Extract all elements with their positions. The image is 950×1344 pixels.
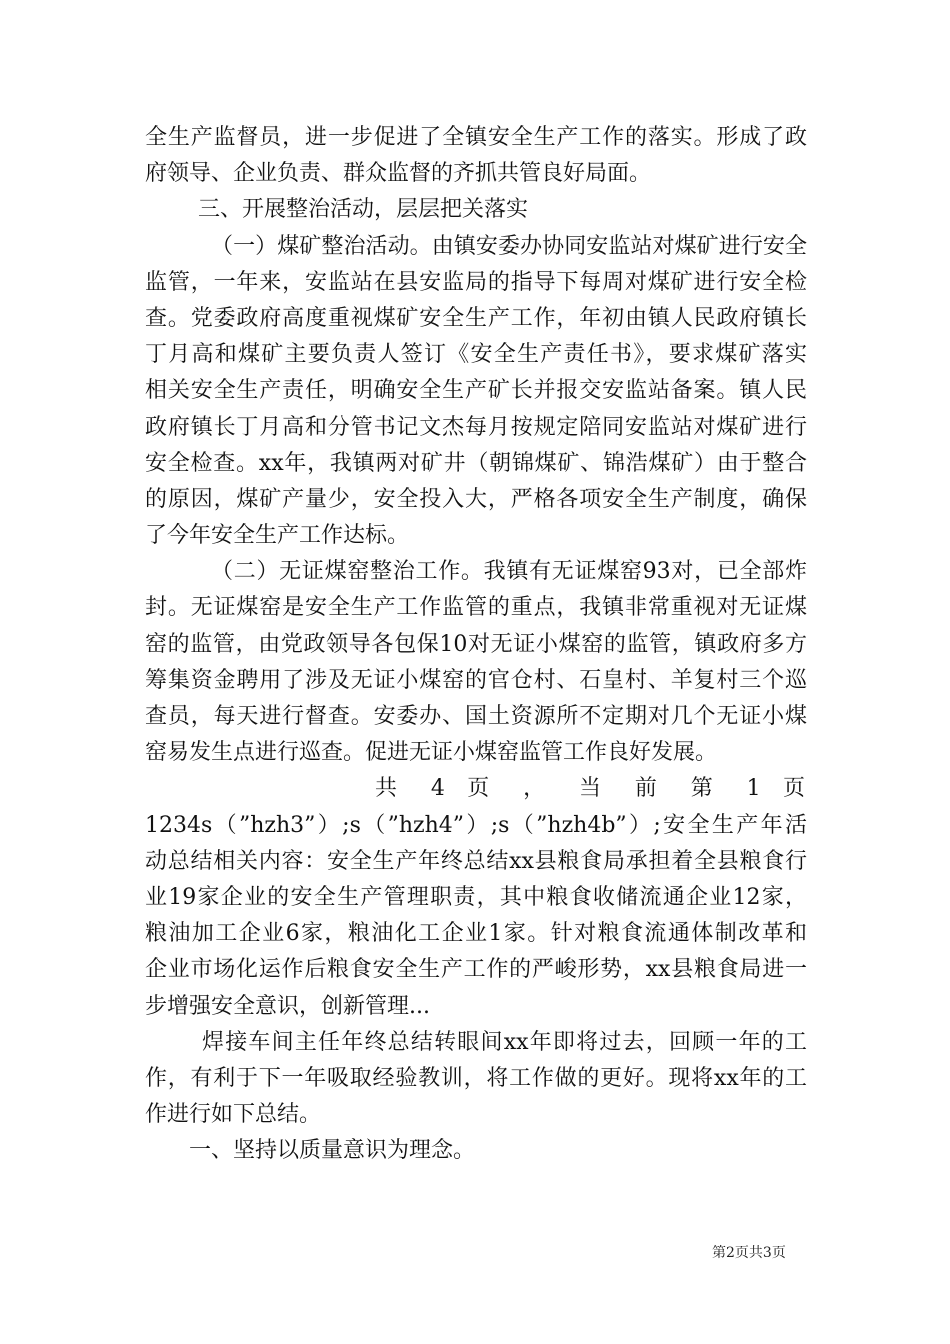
document-body bbox=[145, 120, 807, 1169]
text-line: 粮油加工企业6家，粮油化工企业1家。针对粮食流通体制改革和 bbox=[145, 921, 807, 947]
text-line: 的原因，煤矿产量少，安全投入大，严格各项安全生产制度，确保 bbox=[145, 486, 807, 512]
text-line: 作，有利于下一年吸取经验教训，将工作做的更好。现将xx年的工 bbox=[145, 1065, 807, 1091]
text-line: 查。党委政府高度重视煤矿安全生产工作，年初由镇人民政府镇长 bbox=[145, 305, 807, 331]
subsection-heading: （一）煤矿整治活动。由镇安委办协同安监站对煤矿进行安全 bbox=[211, 233, 807, 259]
text-line: 窑易发生点进行巡查。促进无证小煤窑监管工作良好发展。 bbox=[145, 740, 718, 766]
text-line: 监管，一年来，安监站在县安监局的指导下每周对煤矿进行安全检 bbox=[145, 269, 807, 295]
text-line: 相关安全生产责任，明确安全生产矿长并报交安监站备案。镇人民 bbox=[145, 378, 807, 404]
text-line: 府领导、企业负责、群众监督的齐抓共管良好局面。 bbox=[145, 161, 652, 187]
text-line: 筹集资金聘用了涉及无证小煤窑的官仓村、石皇村、羊复村三个巡 bbox=[145, 667, 807, 693]
text-line: 封。无证煤窑是安全生产工作监管的重点，我镇非常重视对无证煤 bbox=[145, 595, 807, 621]
text-line: 丁月高和煤矿主要负责人签订《安全生产责任书》，要求煤矿落实 bbox=[145, 342, 807, 368]
subsection-heading: （二）无证煤窑整治工作。我镇有无证煤窑93对，已全部炸 bbox=[211, 559, 807, 585]
text-line: 政府镇长丁月高和分管书记文杰每月按规定陪同安监站对煤矿进行 bbox=[145, 414, 807, 440]
text-line: 窑的监管，由党政领导各包保10对无证小煤窑的监管，镇政府多方 bbox=[145, 631, 807, 657]
page-footer: 第2页共3页 bbox=[712, 1245, 786, 1261]
text-line: 全生产监督员，进一步促进了全镇安全生产工作的落实。形成了政 bbox=[145, 125, 807, 150]
text-line: 作进行如下总结。 bbox=[145, 1102, 322, 1128]
text-line: 动总结相关内容：安全生产年终总结xx县粮食局承担着全县粮食行 bbox=[145, 848, 807, 874]
text-line: 企业市场化运作后粮食安全生产工作的严峻形势，xx县粮食局进一 bbox=[145, 957, 807, 983]
text-line: 安全检查。xx年，我镇两对矿井（朝锦煤矿、锦浩煤矿）由于整合 bbox=[145, 450, 807, 476]
page-count-line: 共 4 页 ， 当 前 第 1 页 bbox=[375, 776, 807, 802]
section-heading: 三、开展整治活动，层层把关落实 bbox=[198, 197, 529, 223]
text-line: 了今年安全生产工作达标。 bbox=[145, 523, 410, 549]
text-line: 业19家企业的安全生产管理职责，其中粮食收储流通企业12家， bbox=[145, 884, 807, 910]
text-line: 焊接车间主任年终总结转眼间xx年即将过去，回顾一年的工 bbox=[202, 1029, 807, 1055]
text-line: 步增强安全意识，创新管理... bbox=[145, 993, 430, 1019]
text-line: 查员，每天进行督查。安委办、国土资源所不定期对几个无证小煤 bbox=[145, 704, 807, 729]
text-line: 1234s（”hzh3”）;s（”hzh4”）;s（”hzh4b”）;安全生产年活 bbox=[145, 812, 807, 838]
section-heading: 一、坚持以质量意识为理念。 bbox=[189, 1138, 476, 1164]
